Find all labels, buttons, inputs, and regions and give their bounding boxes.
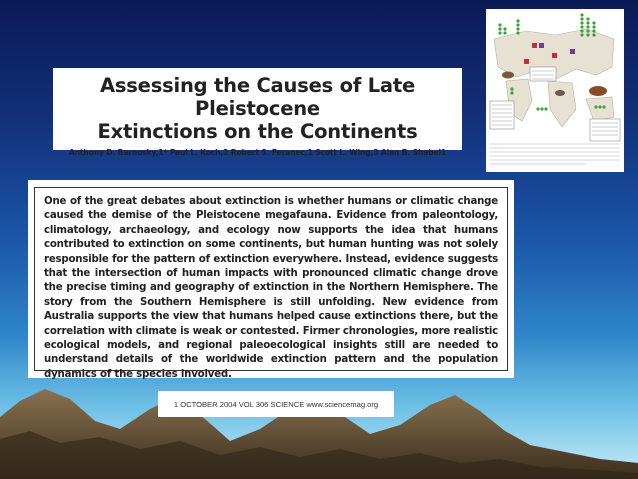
abstract-panel [28, 180, 514, 378]
abstract-text: One of the great debates about extinction is whether humans or climatic change caused the demise of the Pleistocene megafauna. Evidence from paleontology, climatology, archaeology, and ecology now supports the idea that humans contributed to extinction on some continents, but human hunting was not solely responsible for the pattern of extinction everywhere. Instead, evidence suggests that the intersection of human impacts with pronounced climatic change drove the precise timing and geography of extinction in the Northern Hemisphere. The story from the Southern Hemisphere is still unfolding. New evidence from Australia supports the view that humans helped cause extinctions there, but the correlation with climate is weak or contested. Firmer chronologies, more realistic ecological models, and regional paleoecological insights still are needed to understand details of the worldwide extinction pattern and the population dynamics of the species involved. [44, 196, 498, 380]
paper-title-panel [53, 68, 462, 157]
paper-title [61, 74, 454, 143]
extinction-map-figure [486, 9, 624, 172]
abstract-box [34, 187, 508, 380]
paper-title-line-1: Assessing the Causes of Late Pleistocene [99, 74, 416, 120]
figure-thumbnail [486, 9, 624, 172]
paper-title-line-2: Extinctions on the Continents [97, 120, 418, 143]
citation-text: 1 OCTOBER 2004 VOL 306 SCIENCE www.sciencemag.org [173, 399, 379, 409]
paper-authors: Anthony D. Barnosky,1* Paul L. Koch,2 Robert S. Feranec,1 Scott L. Wing,3 Alan B. Shabel1 [68, 148, 447, 157]
citation-panel [158, 391, 394, 417]
